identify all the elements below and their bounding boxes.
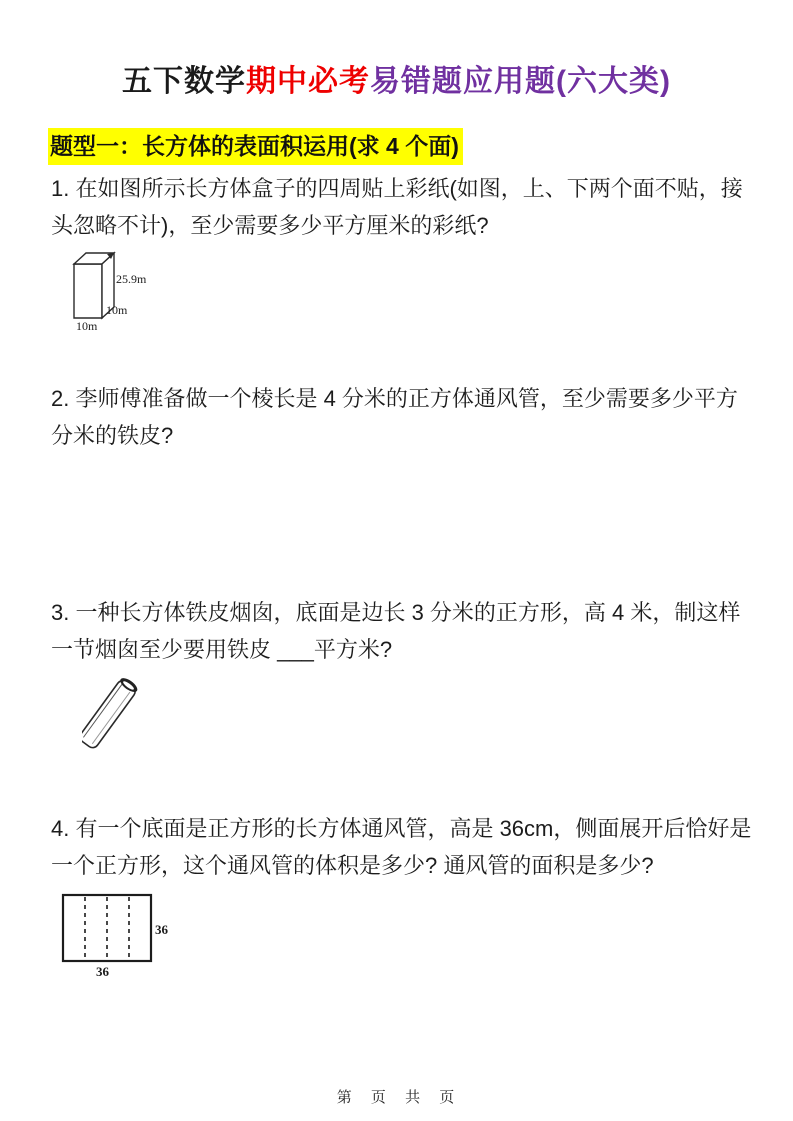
title-part-purple: 易错题应用题(六大类) (370, 65, 671, 98)
problem-2 (51, 380, 751, 454)
square-net-diagram (54, 886, 184, 986)
square-right-label: 36 (155, 922, 168, 937)
title-part-black: 五下数学 (122, 65, 246, 98)
problem-1-line-1: 1. 在如图所示长方体盒子的四周贴上彩纸(如图，上、下两个面不贴，接 (51, 176, 743, 201)
problem-4-line-1: 4. 有一个底面是正方形的长方体通风管，高是 36cm，侧面展开后恰好是 (51, 816, 752, 841)
cuboid-height-label: 25.9m (116, 272, 147, 286)
cuboid-width-label: 10m (76, 319, 98, 332)
problem-3 (51, 594, 751, 668)
problem-2-line-2: 分米的铁皮? (51, 423, 174, 448)
cuboid-front-face (74, 264, 102, 318)
page-footer: 第 页 共 页 (336, 1089, 457, 1106)
problem-2-line-1: 2. 李师傅准备做一个棱长是 4 分米的正方体通风管，至少需要多少平方 (51, 386, 738, 411)
cuboid-diagram (64, 248, 174, 332)
square-outline (63, 895, 151, 961)
problem-3-line-1: 3. 一种长方体铁皮烟囱，底面是边长 3 分米的正方形，高 4 米，制这样 (51, 600, 741, 625)
page-title (0, 62, 793, 102)
problem-4-line-2: 一个正方形，这个通风管的体积是多少? 通风管的面积是多少? (51, 853, 654, 878)
problem-1-line-2: 头忽略不计)，至少需要多少平方厘米的彩纸? (51, 213, 489, 238)
problem-3-line-2: 一节烟囱至少要用铁皮 ___平方米? (51, 637, 393, 662)
chimney-pipe-diagram (82, 676, 166, 762)
title-part-red: 期中必考 (246, 65, 370, 98)
section-heading (48, 128, 463, 165)
cuboid-depth-label: 10m (106, 303, 128, 317)
problem-1 (51, 170, 751, 244)
pipe-group (82, 676, 140, 750)
section-heading-text: 题型一：长方体的表面积运用(求 4 个面) (48, 128, 463, 165)
problem-4 (51, 810, 751, 884)
square-bottom-label: 36 (96, 964, 109, 979)
